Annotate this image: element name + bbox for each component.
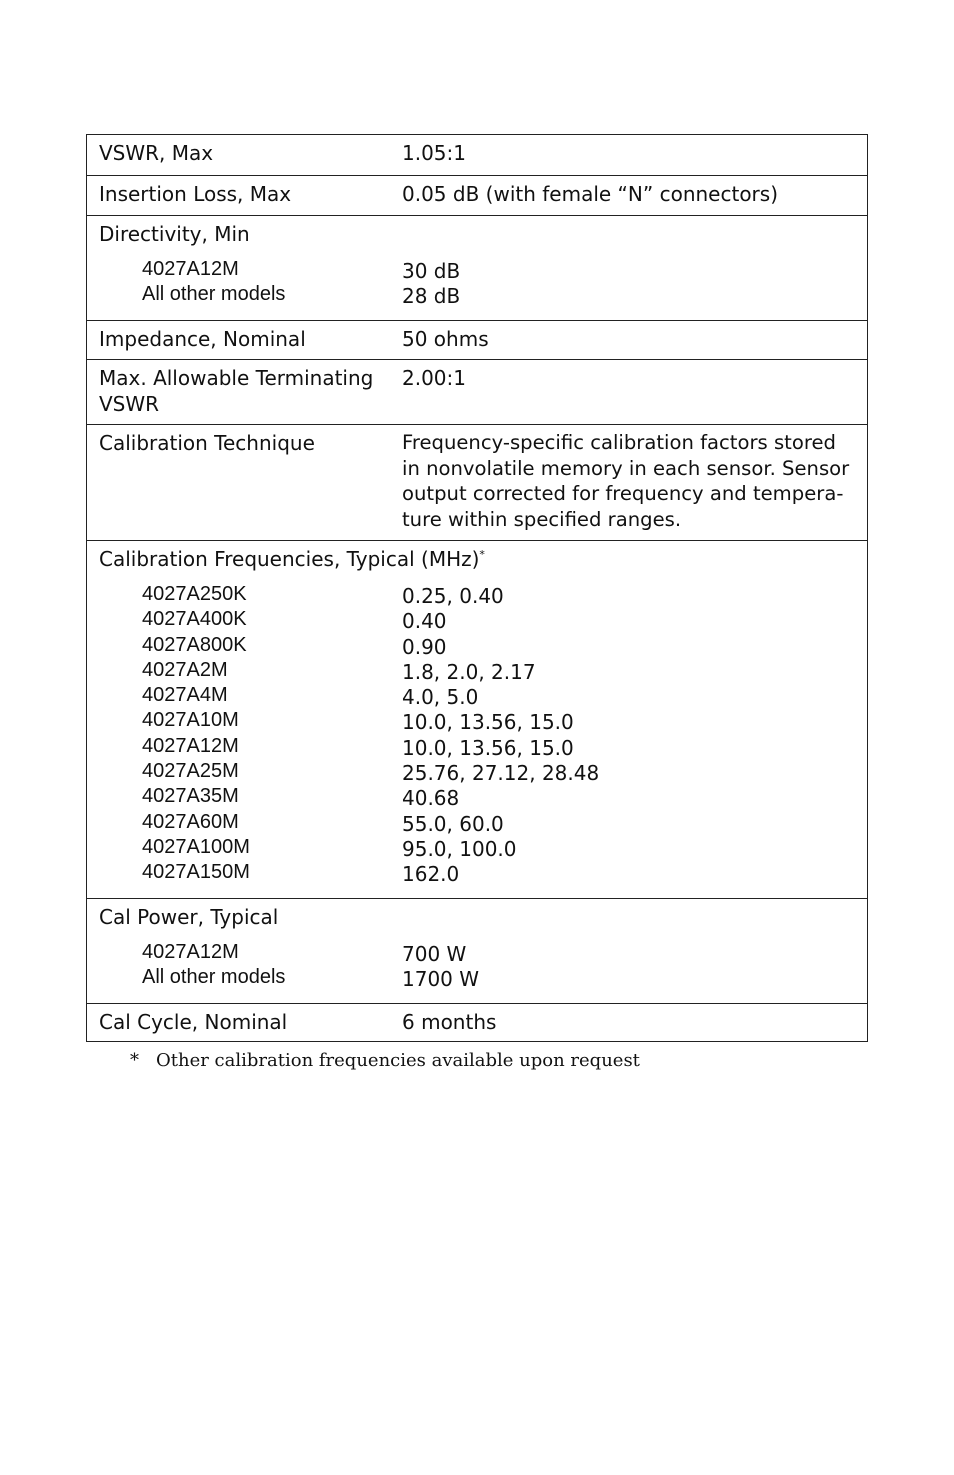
model-name: 4027A12M <box>142 941 239 963</box>
model-value: 25.76, 27.12, 28.48 <box>402 761 600 786</box>
param-label: VSWR, Max <box>99 141 214 165</box>
model-value: 95.0, 100.0 <box>402 836 517 861</box>
model-name: All other models <box>142 283 286 306</box>
spec-row-vswr <box>87 135 867 175</box>
param-label: Insertion Loss, Max <box>99 182 292 206</box>
model-value: 10.0, 13.56, 15.0 <box>402 735 574 760</box>
footnote <box>130 1050 640 1071</box>
spec-row-insertion-loss <box>87 175 867 215</box>
model-value-list <box>402 942 479 993</box>
model-name: 4027A2M <box>142 658 228 681</box>
param-value: 1.05:1 <box>402 141 466 165</box>
model-value: 4.0, 5.0 <box>402 685 479 710</box>
param-label: Impedance, Nominal <box>99 327 306 351</box>
spec-row-cal-cycle <box>87 1003 867 1041</box>
model-name: 4027A400K <box>142 608 247 631</box>
model-name: 4027A100M <box>142 835 250 858</box>
spec-table <box>86 134 868 1042</box>
model-list <box>142 582 250 886</box>
param-label: Cal Cycle, Nominal <box>99 1010 288 1034</box>
model-value: 162.0 <box>402 862 460 887</box>
param-value: 50 ohms <box>402 327 489 351</box>
model-name: 4027A150M <box>142 861 250 884</box>
spec-row-impedance <box>87 320 867 359</box>
param-label: Max. Allowable Terminating VSWR <box>99 366 374 416</box>
model-name: 4027A60M <box>142 810 239 833</box>
param-label: Calibration Technique <box>99 431 315 455</box>
param-value: 0.05 dB (with female “N” connectors) <box>402 182 779 206</box>
model-value: 0.25, 0.40 <box>402 584 504 608</box>
spec-row-calibration-frequencies <box>87 540 867 898</box>
model-name: 4027A10M <box>142 709 239 732</box>
spec-row-calibration-technique <box>87 424 867 540</box>
model-value: 700 W <box>402 942 467 966</box>
model-value: 28 dB <box>402 284 461 309</box>
footnote-mark: * <box>130 1050 139 1071</box>
spec-row-directivity <box>87 215 867 320</box>
param-label-group <box>99 546 699 572</box>
model-name: 4027A25M <box>142 760 239 783</box>
model-list <box>142 257 285 308</box>
model-name: 4027A4M <box>142 684 228 707</box>
model-value: 1700 W <box>402 967 480 992</box>
model-value: 0.90 <box>402 634 447 659</box>
model-value: 30 dB <box>402 259 461 283</box>
model-list <box>142 940 285 991</box>
param-value: 2.00:1 <box>402 366 466 390</box>
param-value: 6 months <box>402 1010 497 1034</box>
model-value: 40.68 <box>402 786 460 811</box>
param-value: Frequency-specific calibration factors stored in nonvolatile memory in each sensor. Sensor output corrected for frequency and tempera-ture within specified ranges. <box>402 431 850 531</box>
model-name: 4027A12M <box>142 258 239 280</box>
model-name: 4027A35M <box>142 785 239 808</box>
model-value: 0.40 <box>402 609 447 634</box>
footnote-marker: * <box>479 548 485 561</box>
param-label: Directivity, Min <box>99 222 250 246</box>
model-value: 1.8, 2.0, 2.17 <box>402 659 536 684</box>
spec-row-cal-power <box>87 898 867 1003</box>
model-value: 10.0, 13.56, 15.0 <box>402 710 574 735</box>
param-label: Cal Power, Typical <box>99 905 279 929</box>
model-name: All other models <box>142 966 286 989</box>
model-value-list <box>402 259 460 310</box>
model-name: 4027A250K <box>142 583 247 605</box>
model-name: 4027A800K <box>142 633 247 656</box>
model-value: 55.0, 60.0 <box>402 811 504 836</box>
spec-row-max-terminating-vswr <box>87 359 867 424</box>
model-value-list <box>402 584 599 888</box>
param-label: Calibration Frequencies, Typical (MHz) <box>99 547 480 571</box>
footnote-text: Other calibration frequencies available upon request <box>156 1050 640 1071</box>
model-name: 4027A12M <box>142 734 239 757</box>
